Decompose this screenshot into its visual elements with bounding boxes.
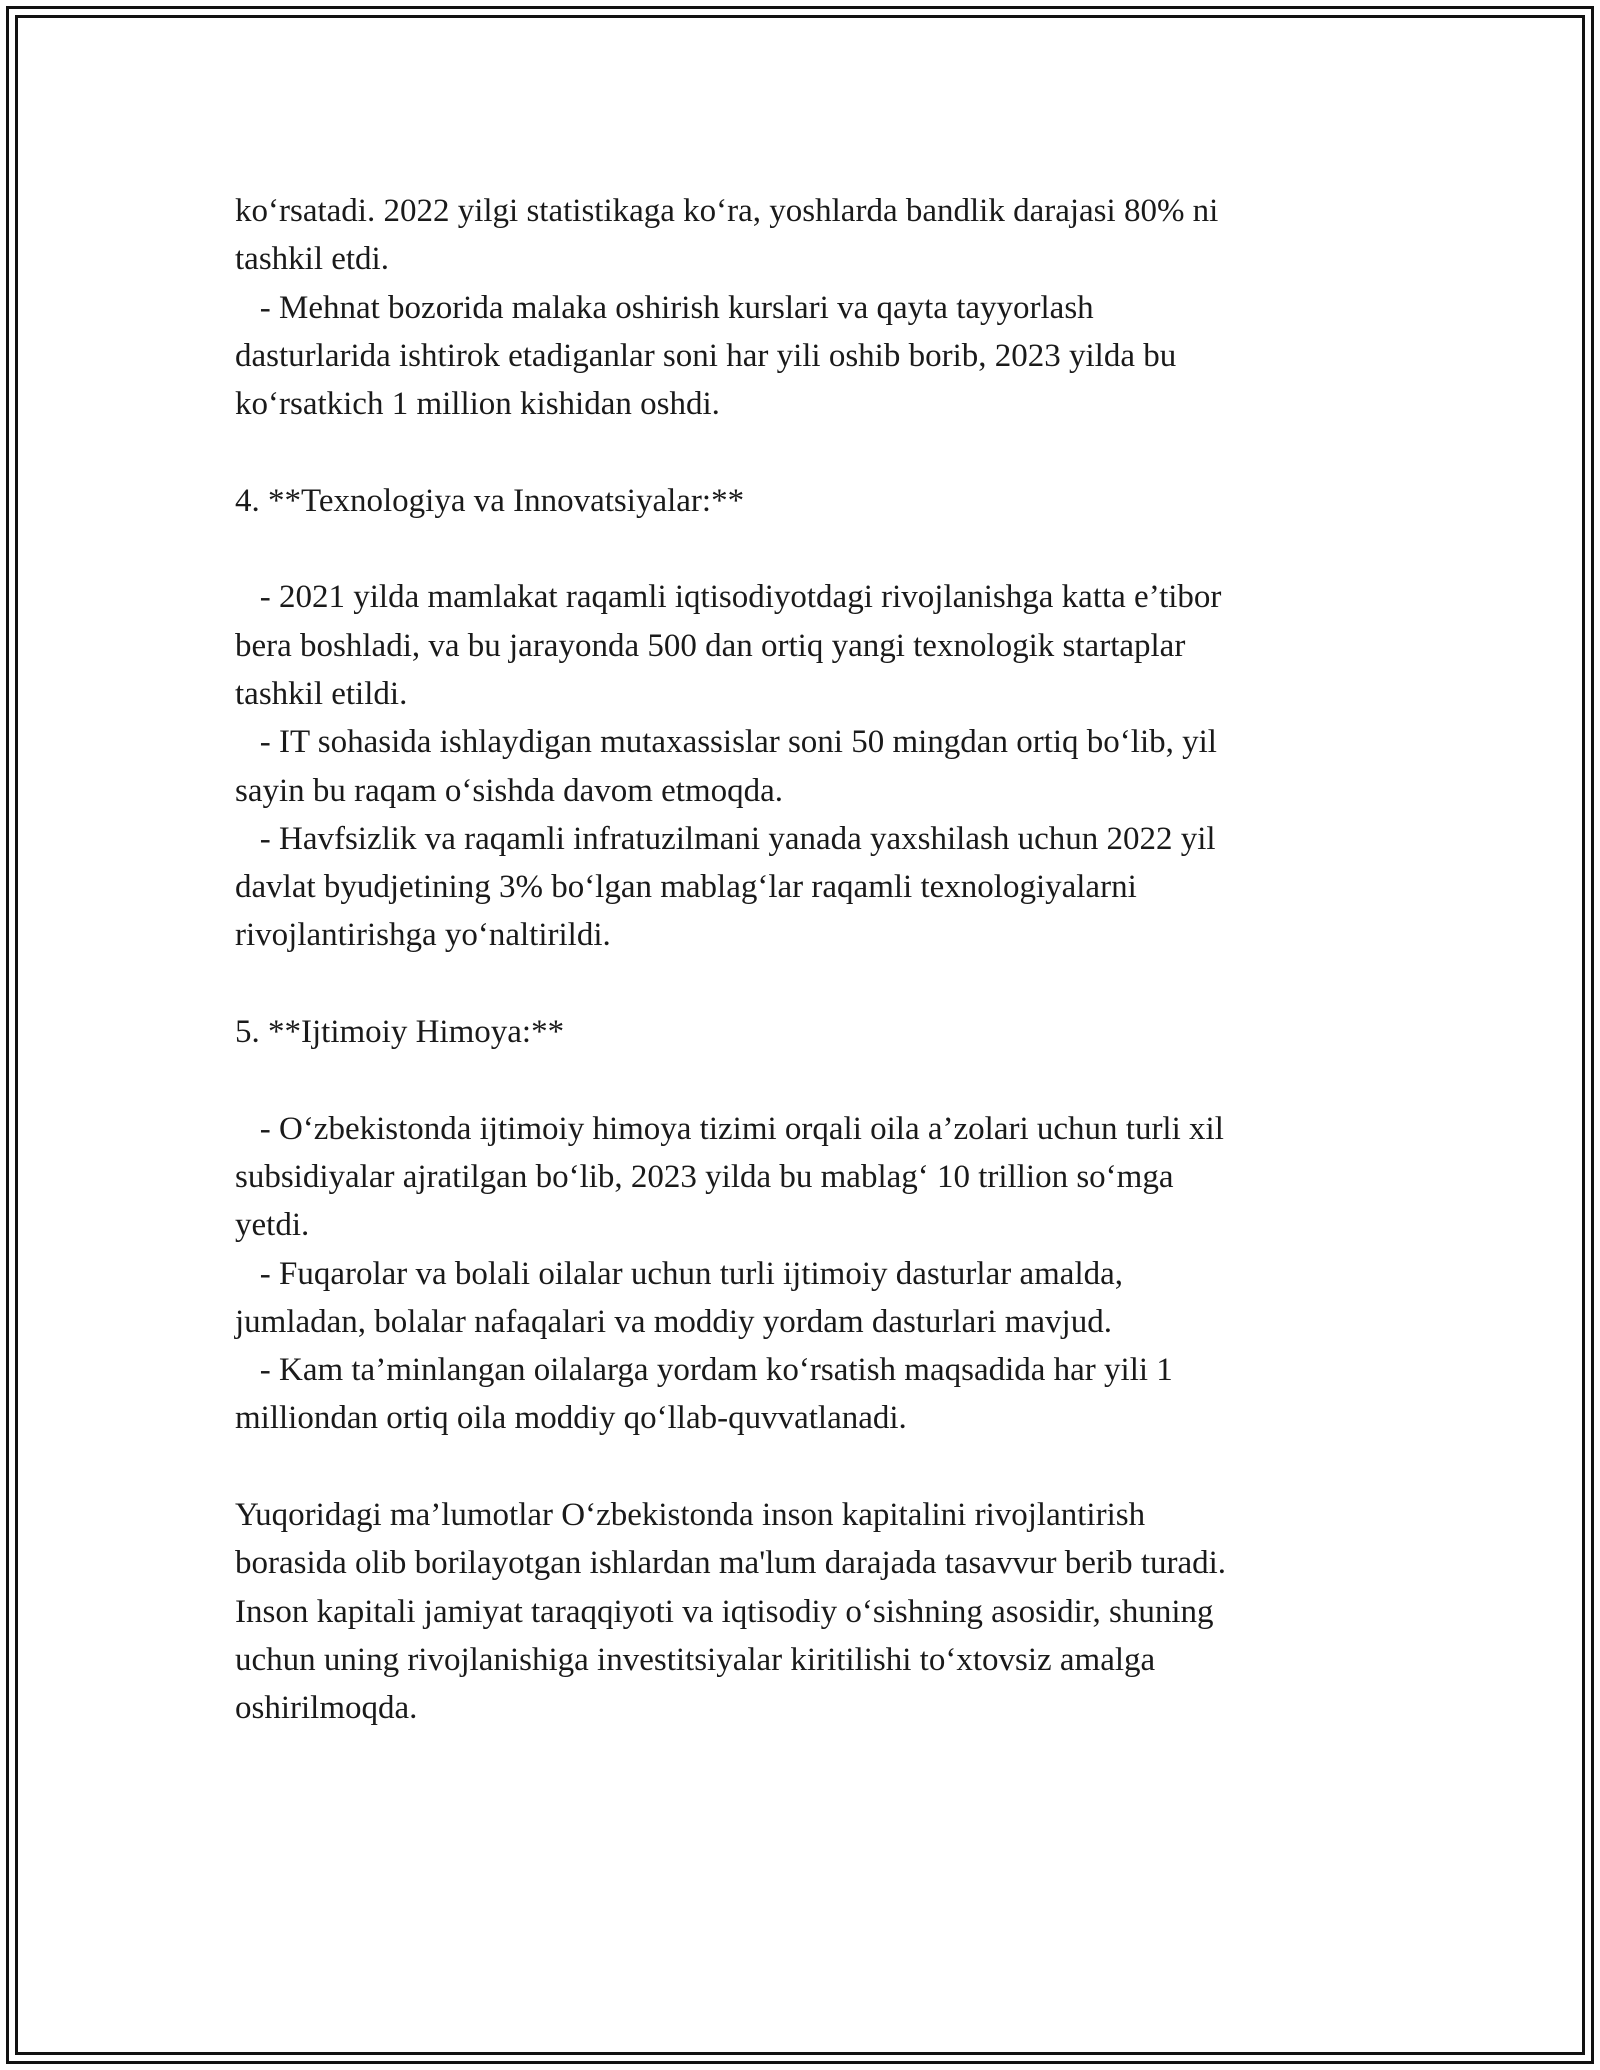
text-line: - IT sohasida ishlaydigan mutaxassislar soni 50 mingdan ortiq bo‘lib, yil [235, 724, 1217, 761]
text-line: tashkil etildi. [235, 675, 408, 712]
text-line: yetdi. [235, 1207, 310, 1244]
text-line: jumladan, bolalar nafaqalari va moddiy yordam dasturlari mavjud. [235, 1303, 1112, 1340]
conclusion-line: oshirilmoqda. [235, 1690, 418, 1727]
text-line: ko‘rsatadi. 2022 yilgi statistikaga ko‘ra, yoshlarda bandlik darajasi 80% ni [235, 193, 1219, 229]
text-line: dasturlarida ishtirok etadiganlar soni har yili oshib borib, 2023 yilda bu [235, 337, 1177, 374]
text-line: - Havfsizlik va raqamli infratuzilmani yanada yaxshilash uchun 2022 yil [235, 820, 1216, 857]
document-body [235, 187, 1375, 1733]
text-line: tashkil etdi. [235, 241, 389, 278]
blank-line [235, 960, 1375, 1008]
blank-line [235, 1056, 1375, 1104]
text-line: - Fuqarolar va bolali oilalar uchun turli ijtimoiy dasturlar amalda, [235, 1255, 1124, 1292]
conclusion-line: uchun uning rivojlanishiga investitsiyalar kiritilishi to‘xtovsiz amalga [235, 1641, 1156, 1678]
text-line: sayin bu raqam o‘sishda davom etmoqda. [235, 772, 784, 809]
text-line: - O‘zbekistonda ijtimoiy himoya tizimi orqali oila a’zolari uchun turli xil [235, 1110, 1224, 1147]
conclusion-line: Yuqoridagi ma’lumotlar O‘zbekistonda inson kapitalini rivojlantirish [235, 1497, 1146, 1534]
text-line: davlat byudjetining 3% bo‘lgan mablag‘lar raqamli texnologiyalarni [235, 869, 1137, 906]
blank-line [235, 1443, 1375, 1491]
conclusion-line: borasida olib borilayotgan ishlardan ma'lum darajada tasavvur berib turadi. [235, 1545, 1227, 1582]
section-heading-social-protection: 5. **Ijtimoiy Himoya:** [235, 1014, 565, 1051]
blank-line [235, 428, 1375, 476]
text-line: - Mehnat bozorida malaka oshirish kurslari va qayta tayyorlash [235, 289, 1094, 326]
text-line: - 2021 yilda mamlakat raqamli iqtisodiyotdagi rivojlanishga katta e’tibor [235, 579, 1222, 616]
text-line: bera boshladi, va bu jarayonda 500 dan ortiq yangi texnologik startaplar [235, 627, 1186, 664]
text-line: ko‘rsatkich 1 million kishidan oshdi. [235, 386, 720, 423]
conclusion-line: Inson kapitali jamiyat taraqqiyoti va iqtisodiy o‘sishning asosidir, shuning [235, 1593, 1214, 1630]
section-heading-technology: 4. **Texnologiya va Innovatsiyalar:** [235, 482, 745, 519]
text-line: subsidiyalar ajratilgan bo‘lib, 2023 yilda bu mablag‘ 10 trillion so‘mga [235, 1158, 1174, 1195]
text-line: rivojlantirishga yo‘naltirildi. [235, 917, 611, 954]
text-line: milliondan ortiq oila moddiy qo‘llab-quvvatlanadi. [235, 1400, 907, 1437]
text-line: - Kam ta’minlangan oilalarga yordam ko‘rsatish maqsadida har yili 1 [235, 1352, 1173, 1389]
blank-line [235, 525, 1375, 573]
